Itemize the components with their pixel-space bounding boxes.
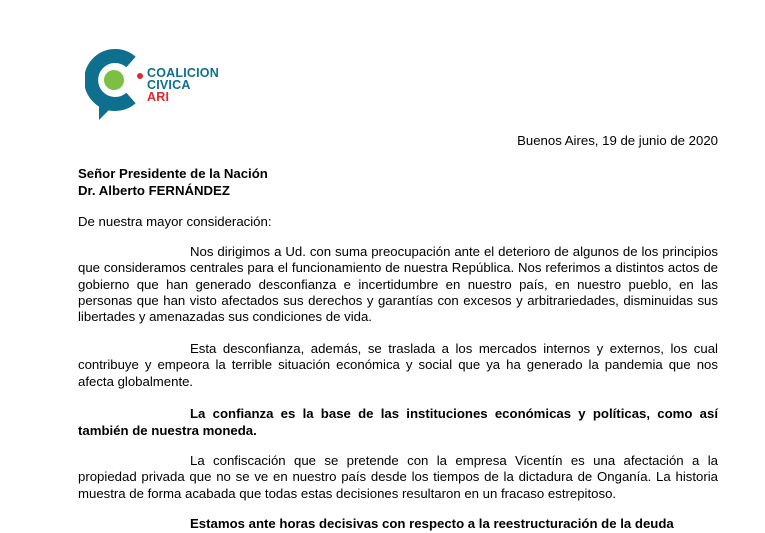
addressee-name: Dr. Alberto FERNÁNDEZ (78, 183, 230, 198)
paragraph-5-bold: Estamos ante horas decisivas con respecto a la reestructuración de la deuda (190, 516, 674, 531)
paragraph-4: La confiscación que se pretende con la empresa Vicentín es una afectación a la propiedad privada que no se ve en nuestro país desde los tiempos de la dictadura de Onganía. La historia muestra de forma acabada que todas estas decisiones resultaron en un fracaso estrepitoso. (78, 453, 718, 501)
paragraph-2: Esta desconfianza, además, se traslada a los mercados internos y externos, los cual contribuye y empeora la terrible situación económica y social que ya ha generado la pandemia que nos afecta globalmente. (78, 341, 718, 389)
salutation: De nuestra mayor consideración: (78, 214, 272, 229)
logo-line-3: ARI (147, 90, 170, 104)
letter-date: Buenos Aires, 19 de junio de 2020 (517, 133, 718, 148)
paragraph-1: Nos dirigimos a Ud. con suma preocupación ante el deterioro de algunos de los principios que consideramos centrales para el funcionamiento de nuestra República. Nos referimos a distintos actos de gobierno que han generado desconfianza e incertidumbre en nuestro país, en nuestro pueblo, en las personas que han visto afectados sus derechos y garantías con excesos y arbitrariedades, disminuidas sus libertades y amenazadas sus condiciones de vida. (78, 244, 718, 325)
logo-line-2: CIVICA (147, 78, 191, 92)
logo-emblem-icon (85, 40, 155, 130)
addressee-title: Señor Presidente de la Nación (78, 166, 268, 181)
coalicion-civica-logo (85, 40, 235, 130)
addressee-block (78, 165, 268, 199)
logo-line-1: COALICION (147, 66, 219, 80)
logo-wordmark (147, 67, 219, 103)
paragraph-3-bold: La confianza es la base de las instituciones económicas y políticas, como así también de nuestra moneda. (78, 406, 718, 438)
